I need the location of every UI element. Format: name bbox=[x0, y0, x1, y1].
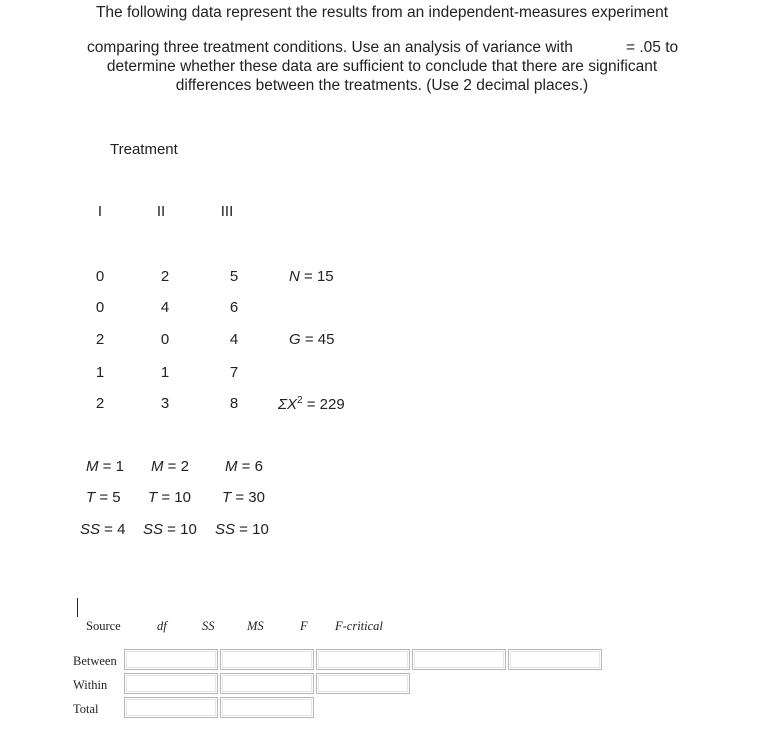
total-ss-input[interactable] bbox=[220, 697, 314, 718]
group-header-2: II bbox=[156, 203, 166, 220]
mean-group-1: M = 1 bbox=[86, 458, 124, 475]
group2-value: 3 bbox=[160, 395, 170, 412]
group1-value: 0 bbox=[95, 299, 105, 316]
group3-value: 4 bbox=[229, 331, 239, 348]
row-label-within: Within bbox=[73, 678, 108, 692]
ss-group-3: SS = 10 bbox=[215, 521, 269, 538]
summary-sum-x-squared: $\Sigma X^2 = 229$ bbox=[278, 395, 345, 413]
intro-line-1: The following data represent the results from an independent-measures experiment bbox=[95, 4, 669, 21]
row-label-total: Total bbox=[73, 702, 99, 716]
col-header-f: F bbox=[300, 619, 308, 633]
within-df-input[interactable] bbox=[124, 673, 218, 694]
group3-value: 8 bbox=[229, 395, 239, 412]
group2-value: 0 bbox=[160, 331, 170, 348]
col-header-source: Source bbox=[86, 619, 121, 633]
intro-line-3: determine whether these data are sufficient to conclude that there are significant bbox=[106, 58, 658, 75]
group2-value: 1 bbox=[160, 364, 170, 381]
group2-value: 4 bbox=[160, 299, 170, 316]
group-header-3: III bbox=[220, 203, 234, 220]
group3-value: 7 bbox=[229, 364, 239, 381]
intro-line-2a: comparing three treatment conditions. Use an analysis of variance with bbox=[87, 39, 573, 56]
group1-value: 2 bbox=[95, 395, 105, 412]
text-cursor bbox=[77, 598, 78, 617]
group1-value: 2 bbox=[95, 331, 105, 348]
row-label-between: Between bbox=[73, 654, 117, 668]
group3-value: 5 bbox=[229, 268, 239, 285]
group-header-1: I bbox=[97, 203, 103, 220]
col-header-df: df bbox=[157, 619, 167, 633]
col-header-ss: SS bbox=[202, 619, 215, 633]
intro-line-2b: = .05 to bbox=[626, 39, 679, 56]
between-ss-input[interactable] bbox=[220, 649, 314, 670]
summary-n: N = 15 bbox=[289, 268, 334, 285]
treatment-label: Treatment bbox=[110, 141, 178, 158]
total-group-2: T = 10 bbox=[148, 489, 191, 506]
col-header-ms: MS bbox=[247, 619, 264, 633]
total-group-1: T = 5 bbox=[86, 489, 121, 506]
between-f-input[interactable] bbox=[412, 649, 506, 670]
total-group-3: T = 30 bbox=[222, 489, 265, 506]
ss-group-1: SS = 4 bbox=[80, 521, 126, 538]
between-df-input[interactable] bbox=[124, 649, 218, 670]
within-ss-input[interactable] bbox=[220, 673, 314, 694]
total-df-input[interactable] bbox=[124, 697, 218, 718]
ss-group-2: SS = 10 bbox=[143, 521, 197, 538]
col-header-f-critical: F-critical bbox=[335, 619, 383, 633]
within-ms-input[interactable] bbox=[316, 673, 410, 694]
between-ms-input[interactable] bbox=[316, 649, 410, 670]
mean-group-2: M = 2 bbox=[151, 458, 189, 475]
mean-group-3: M = 6 bbox=[225, 458, 263, 475]
group2-value: 2 bbox=[160, 268, 170, 285]
group1-value: 0 bbox=[95, 268, 105, 285]
group3-value: 6 bbox=[229, 299, 239, 316]
intro-line-4: differences between the treatments. (Use 2 decimal places.) bbox=[175, 77, 589, 94]
between-f-critical-input[interactable] bbox=[508, 649, 602, 670]
group1-value: 1 bbox=[95, 364, 105, 381]
summary-g: G = 45 bbox=[289, 331, 335, 348]
